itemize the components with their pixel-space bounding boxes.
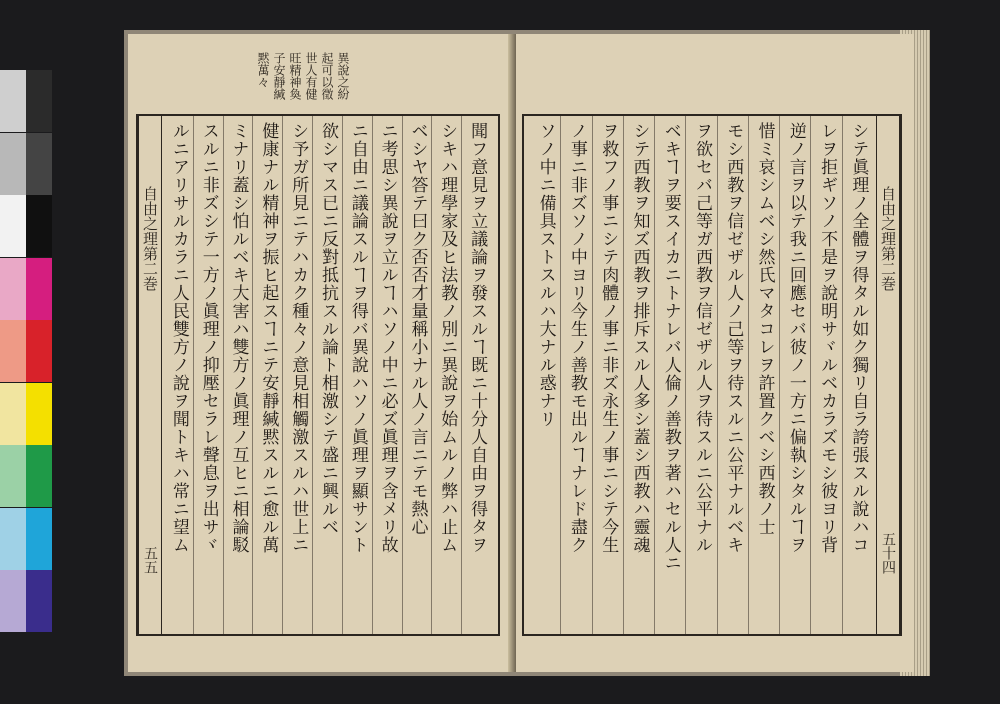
column-rule xyxy=(431,116,432,634)
column-rule xyxy=(685,116,686,634)
color-swatch xyxy=(0,320,26,382)
column-rule xyxy=(748,116,749,634)
color-swatch xyxy=(0,133,26,195)
column-rule xyxy=(461,116,462,634)
left-page xyxy=(128,34,512,672)
headnote-line: 旺精神奐 xyxy=(288,52,302,100)
text-column: ソノ中ニ備具ストスルハ大ナル惑ナリ xyxy=(535,122,556,428)
headnote-line: 起可以徵 xyxy=(320,52,334,100)
text-column: シテ眞理ノ全體ヲ得タル如ク獨リ自ラ誇張スル說ハコ xyxy=(848,122,869,554)
column-rule xyxy=(623,116,624,634)
color-swatch xyxy=(26,70,52,132)
text-column: ニ自由ニ議論スルヿヲ得バ異說ハソノ眞理ヲ顯サント xyxy=(347,122,368,554)
left-margin-spine xyxy=(138,116,162,634)
headnote-line: 子安靜緘 xyxy=(272,52,286,100)
text-column: シ予ガ所見ニテハカク種々ノ意見相觸激スルハ世上ニ xyxy=(288,122,309,554)
text-column: 逆ノ言ヲ以テ我ニ回應セバ彼ノ一方ニ偏執シタルヿヲ xyxy=(785,122,806,554)
color-swatch xyxy=(0,508,26,570)
column-rule xyxy=(810,116,811,634)
color-swatch xyxy=(26,445,52,507)
color-swatch xyxy=(26,570,52,632)
color-swatch xyxy=(26,508,52,570)
color-swatch xyxy=(0,195,26,257)
book-title-label: 自由之理第二巻 xyxy=(879,186,897,291)
text-column: ミナリ蓋シ怕ルベキ大害ハ雙方ノ眞理ノ互ヒニ相論駁 xyxy=(228,122,249,554)
column-rule xyxy=(402,116,403,634)
column-rule xyxy=(560,116,561,634)
color-swatch xyxy=(0,258,26,320)
text-column: シテ西教ヲ知ズ西教ヲ排斥スル人多シ蓋シ西教ハ靈魂 xyxy=(629,122,650,554)
text-column: ヲ救フノ事ニシテ肉體ノ事ニ非ズ永生ノ事ニシテ今生 xyxy=(598,122,619,554)
text-column: レヲ拒ギソノ不是ヲ說明サヾルベカラズモシ彼ヨリ背 xyxy=(817,122,838,554)
column-rule xyxy=(252,116,253,634)
column-rule xyxy=(193,116,194,634)
left-text-frame xyxy=(136,114,500,636)
text-column: 健康ナル精神ヲ振ヒ起スヿニテ安靜緘黙スルニ愈ル萬 xyxy=(258,122,279,554)
text-column: ベキヿヲ要スイカニトナレバ人倫ノ善教ヲ著ハセル人ニ xyxy=(660,122,681,572)
column-rule xyxy=(372,116,373,634)
book-title-label: 自由之理第二巻 xyxy=(141,186,159,291)
color-swatch xyxy=(0,445,26,507)
headnote-line: 異說之紛 xyxy=(336,52,350,100)
page-number: 五十四 xyxy=(880,532,896,574)
text-column: モシ西教ヲ信ゼザル人ノ己等ヲ待スルニ公平ナルベキ xyxy=(723,122,744,554)
column-rule xyxy=(282,116,283,634)
text-column: 惜ミ哀シムベシ然氏マタコレヲ許置クベシ西教ノ士 xyxy=(754,122,775,536)
text-column: ベシヤ答テ曰ク否否才量稱小ナル人ノ言ニテモ熱心 xyxy=(407,122,428,536)
right-text-frame xyxy=(522,114,902,636)
column-rule xyxy=(654,116,655,634)
color-calibration-chart xyxy=(0,70,52,635)
text-column: ニ考思シ異說ヲ立ルヿハソノ中ニ必ズ眞理ヲ含メリ故 xyxy=(377,122,398,554)
color-swatch xyxy=(26,383,52,445)
text-column: ルニアリサルカラニ人民雙方ノ說ヲ聞トキハ常ニ望ム xyxy=(168,122,189,554)
column-rule xyxy=(842,116,843,634)
headnote-line: 黙萬々 xyxy=(256,52,270,88)
text-column: ノ事ニ非ズソノ中ヨリ今生ノ善教モ出ルヿナレド盡ク xyxy=(566,122,587,554)
color-swatch xyxy=(26,320,52,382)
right-margin-spine xyxy=(876,116,900,634)
text-column: 欲シマス已ニ反對抵抗スル論ト相激シテ盛ニ興ルベ xyxy=(318,122,338,536)
text-column: ヲ欲セバ己等ガ西教ヲ信ゼザル人ヲ待スルニ公平ナル xyxy=(692,122,712,554)
column-rule xyxy=(342,116,343,634)
color-swatch xyxy=(0,70,26,132)
column-rule xyxy=(592,116,593,634)
color-swatch xyxy=(26,195,52,257)
color-swatch xyxy=(0,570,26,632)
column-rule xyxy=(223,116,224,634)
headnote-line: 世人有健 xyxy=(304,52,318,100)
text-column: 聞フ意見ヲ立議論ヲ發スルヿ既ニ十分人自由ヲ得タヲ xyxy=(467,122,488,554)
color-swatch xyxy=(26,258,52,320)
column-rule xyxy=(779,116,780,634)
page-number: 五五 xyxy=(142,546,158,574)
color-swatch xyxy=(0,383,26,445)
color-swatch xyxy=(26,133,52,195)
text-column: スルニ非ズシテ一方ノ眞理ノ抑壓セラレ聲息ヲ出サヾ xyxy=(198,122,219,554)
column-rule xyxy=(717,116,718,634)
column-rule xyxy=(312,116,313,634)
right-page xyxy=(516,34,914,672)
text-column: シキハ理學家及ヒ法教ノ別ニ異說ヲ始ムルノ弊ハ止ム xyxy=(437,122,458,554)
